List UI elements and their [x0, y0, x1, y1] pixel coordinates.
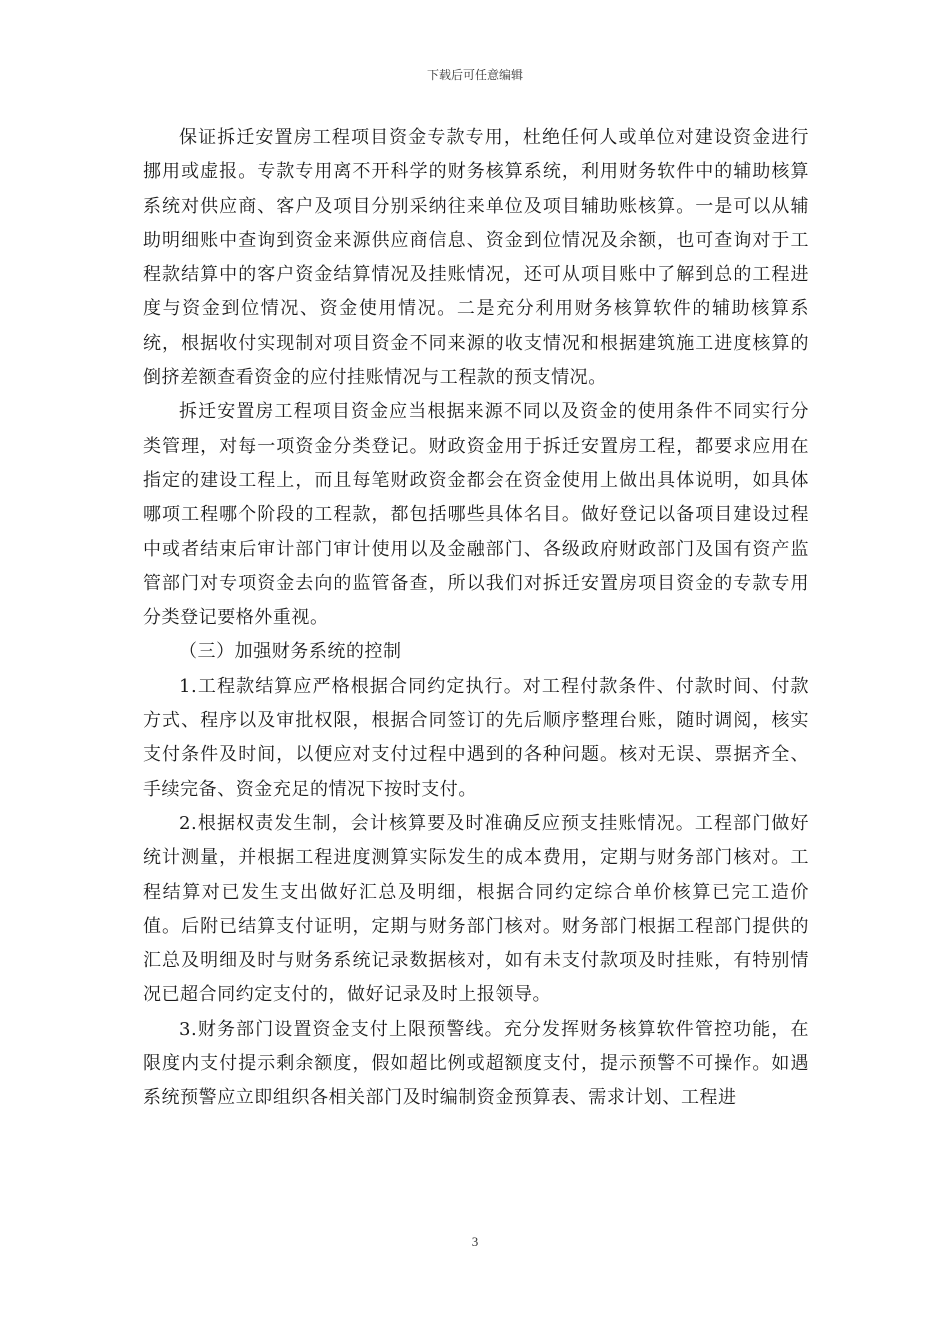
paragraph-fund-classification: 拆迁安置房工程项目资金应当根据来源不同以及资金的使用条件不同实行分类管理，对每一项资金分类登记。财政资金用于拆迁安置房工程，都要求应用在指定的建设工程上，而且每笔财政资金都会在资金使用上做出具体说明，如具体哪项工程哪个阶段的工程款，都包括哪些具体名目。做好登记以备项目建设过程中或者结束后审计部门审计使用以及金融部门、各级政府财政部门及国有资产监管部门对专项资金去向的监管备查，所以我们对拆迁安置房项目资金的专款专用分类登记要格外重视。 — [143, 401, 809, 629]
paragraph-item-2: 2.根据权责发生制，会计核算要及时准确反应预支挂账情况。工程部门做好统计测量，并根据工程进度测算实际发生的成本费用，定期与财务部门核对。工程结算对已发生支出做好汇总及明细，根据合同约定综合单价核算已完工造价值。后附已结算支付证明，定期与财务部门核对。财务部门根据工程部门提供的汇总及明细及时与财务系统记录数据核对，如有未支付款项及时挂账，有特别情况已超合同约定支付的，做好记录及时上报领导。 — [143, 812, 809, 1006]
section-heading: （三）加强财务系统的控制 — [179, 641, 402, 663]
page-number: 3 — [471, 1234, 479, 1249]
paragraph-item-1: 1.工程款结算应严格根据合同约定执行。对工程付款条件、付款时间、付款方式、程序以及审批权限，根据合同签订的先后顺序整理台账，随时调阅，核实支付条件及时间，以便应对支付过程中遇到的各种问题。核对无误、票据齐全、手续完备、资金充足的情况下按时支付。 — [143, 675, 809, 800]
document-body — [143, 121, 809, 1116]
page-header: 下载后可任意编辑 — [426, 68, 523, 82]
paragraph-item-3: 3.财务部门设置资金支付上限预警线。充分发挥财务核算软件管控功能，在限度内支付提示剩余额度，假如超比例或超额度支付，提示预警不可操作。如遇系统预警应立即组织各相关部门及时编制资金预算表、需求计划、工程进 — [143, 1018, 809, 1109]
paragraph-fund-dedicated-use: 保证拆迁安置房工程项目资金专款专用，杜绝任何人或单位对建设资金进行挪用或虚报。专款专用离不开科学的财务核算系统，利用财务软件中的辅助核算系统对供应商、客户及项目分别采纳往来单位及项目辅助账核算。一是可以从辅助明细账中查询到资金来源供应商信息、资金到位情况及余额，也可查询对于工程款结算中的客户资金结算情况及挂账情况，还可从项目账中了解到总的工程进度与资金到位情况、资金使用情况。二是充分利用财务核算软件的辅助核算系统，根据收付实现制对项目资金不同来源的收支情况和根据建筑施工进度核算的倒挤差额查看资金的应付挂账情况与工程款的预支情况。 — [143, 127, 809, 389]
